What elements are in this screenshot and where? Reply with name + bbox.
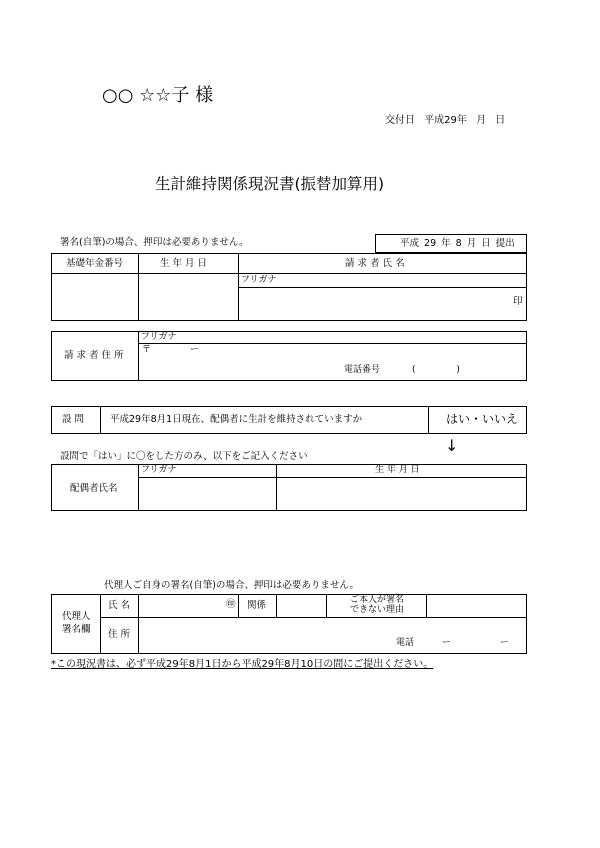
phone-parens: ( )	[412, 365, 460, 375]
agent-phone-label: 電話	[396, 638, 415, 648]
page-title: 生計維持関係現況書(振替加算用)	[155, 175, 385, 193]
name-furigana-label: フリガナ	[241, 275, 277, 285]
question-text: 平成29年8月1日現在、配偶者に生計を維持されていますか	[110, 414, 363, 425]
signature-note: 署名(自筆)の場合、押印は必要ありません。	[60, 237, 249, 248]
down-arrow-icon: ↓	[445, 436, 459, 455]
spouse-name-label: 配偶者氏名	[70, 483, 118, 494]
issue-date: 交付日 平成29年 月 日	[385, 115, 506, 126]
claimant-name-header: 請 求 者 氏 名	[345, 258, 405, 269]
spouse-instruction: 設問で「はい」に〇をした方のみ、以下をご記入ください	[60, 451, 308, 462]
address-furigana-label: フリガナ	[141, 332, 177, 342]
yes-no-answer[interactable]: はい・いいえ	[446, 412, 519, 426]
birthdate-header: 生 年 月 日	[160, 258, 208, 269]
agent-relation-label: 関係	[247, 600, 267, 611]
name-seal-mark: 印	[513, 296, 523, 307]
agent-label-line1: 代理人	[62, 611, 91, 622]
addressee: ○○ ☆☆子 様	[102, 85, 214, 106]
pension-number-header: 基礎年金番号	[66, 258, 124, 269]
agent-phone-dashes: ー ー	[442, 638, 509, 648]
agent-seal-mark: ㊞	[226, 599, 236, 610]
agent-signature-note: 代理人ご自身の署名(自筆)の場合、押印は必要ありません。	[104, 580, 359, 591]
agent-name-label: 氏 名	[108, 600, 131, 611]
address-label: 請 求 者 住 所	[64, 350, 124, 361]
submit-date: 平成 29 年 8 月 日 提出	[400, 238, 515, 249]
spouse-table	[51, 464, 527, 511]
phone-label: 電話番号	[344, 365, 381, 375]
agent-address-label: 住 所	[108, 629, 131, 640]
agent-reason-line1: ご本人が署名	[350, 595, 405, 605]
question-label: 設 問	[62, 414, 85, 425]
spouse-furigana-label: フリガナ	[141, 465, 177, 475]
footer-note: *この現況書は、必ず平成29年8月1日から平成29年8月10日の間にご提出ください。	[51, 659, 434, 670]
postal-code-mark: 〒 ー	[142, 345, 199, 355]
agent-reason-line2: できない理由	[350, 605, 405, 615]
agent-label-line2: 署名欄	[62, 624, 91, 635]
spouse-birthdate-label: 生 年 月 日	[375, 465, 420, 475]
